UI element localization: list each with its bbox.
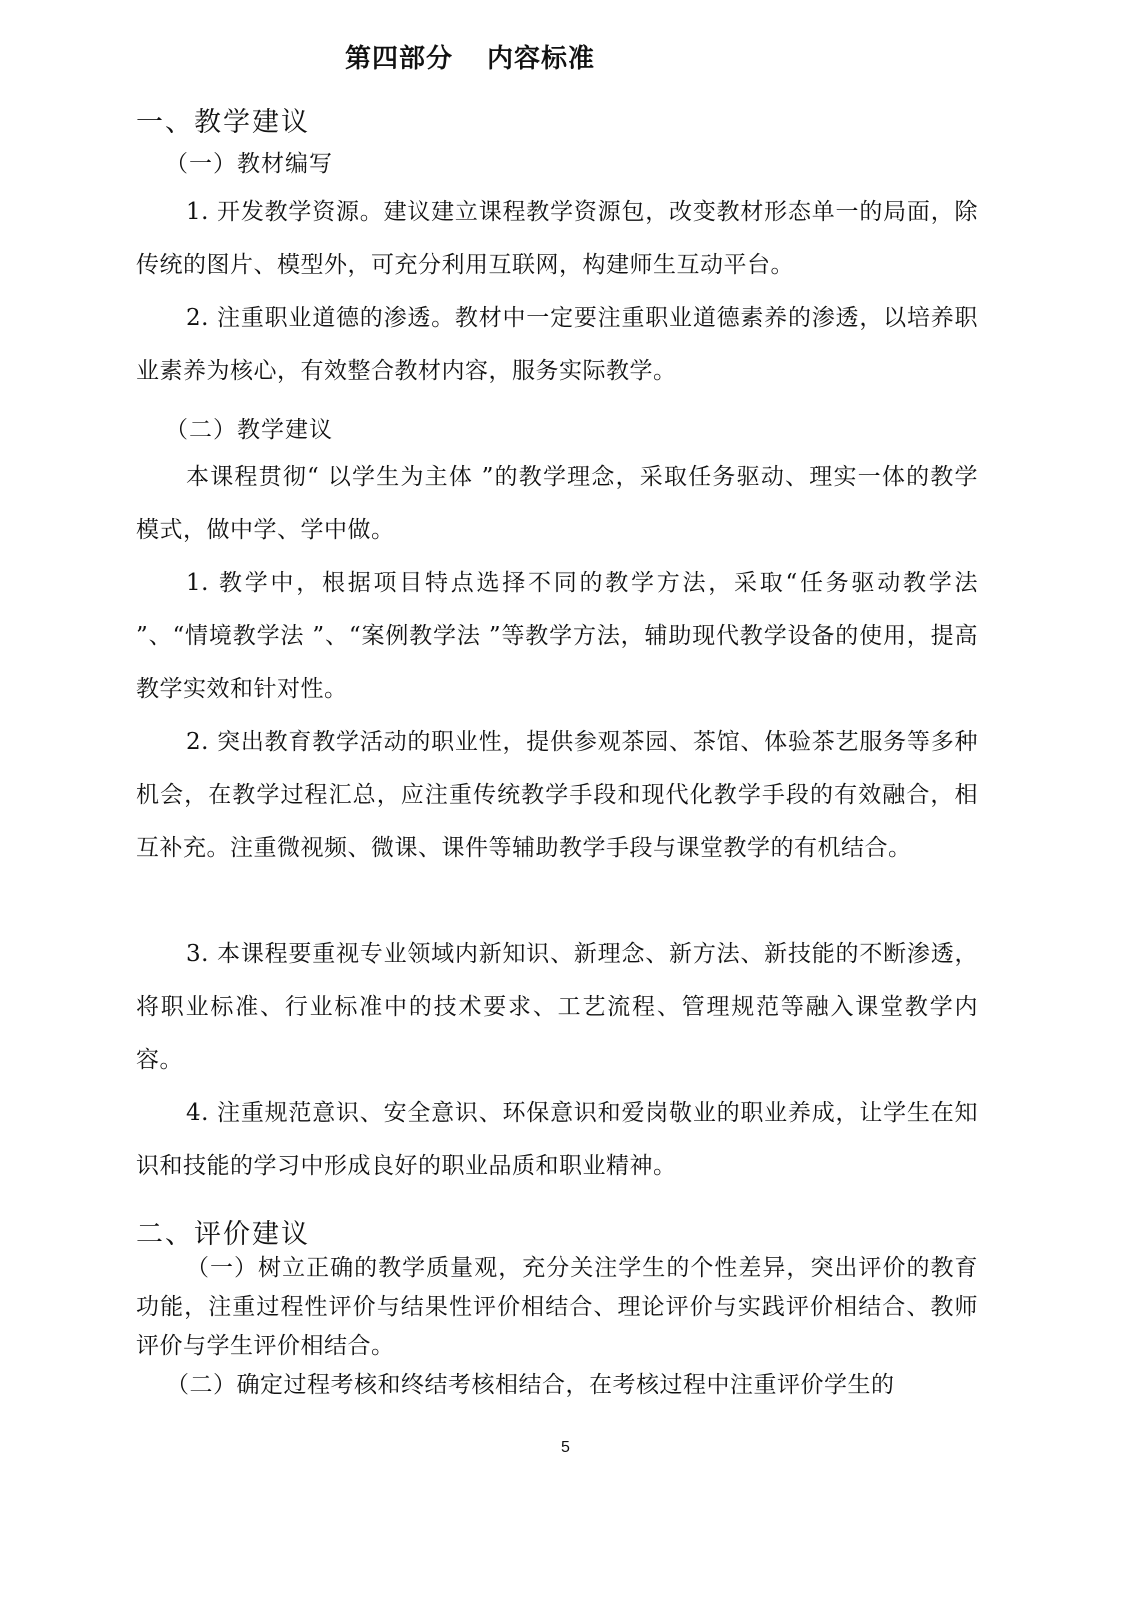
sub-heading-textbook-writing: （一）教材编写 [165, 151, 333, 177]
part-title-number: 第四部分 [345, 44, 454, 74]
paragraph-teaching-resources: 1. 开发教学资源。建议建立课程教学资源包，改变教材形态单一的局面，除传统的图片、模型外，可充分利用互联网，构建师生互动平台。 [136, 199, 978, 278]
paragraph-course-philosophy: 本课程贯彻“ 以学生为主体 ”的教学理念，采取任务驱动、理实一体的教学模式，做中学、学中做。 [136, 464, 978, 543]
section-heading-evaluation-suggestions: 二、评价建议 [136, 1219, 310, 1250]
paragraph-professional-awareness: 4. 注重规范意识、安全意识、环保意识和爱岗敬业的职业养成，让学生在知识和技能的学习中形成良好的职业品质和职业精神。 [136, 1100, 978, 1179]
part-title [345, 38, 595, 75]
paragraph-professional-ethics: 2. 注重职业道德的渗透。教材中一定要注重职业道德素养的渗透，以培养职业素养为核心，有效整合教材内容，服务实际教学。 [136, 305, 978, 384]
paragraph-evaluation-quality: （一）树立正确的教学质量观，充分关注学生的个性差异，突出评价的教育功能，注重过程性评价与结果性评价相结合、理论评价与实践评价相结合、教师评价与学生评价相结合。 [136, 1255, 978, 1359]
section-heading-teaching-suggestions: 一、教学建议 [136, 107, 310, 138]
page-number: 5 [561, 1439, 570, 1456]
paragraph-teaching-methods: 1. 教学中，根据项目特点选择不同的教学方法，采取“任务驱动教学法 ”、“情境教学法 ”、“案例教学法 ”等教学方法，辅助现代教学设备的使用，提高教学实效和针对性。 [136, 570, 978, 702]
paragraph-new-knowledge: 3. 本课程要重视专业领域内新知识、新理念、新方法、新技能的不断渗透，将职业标准、行业标准中的技术要求、工艺流程、管理规范等融入课堂教学内容。 [136, 941, 978, 1073]
paragraph-vocational-activities: 2. 突出教育教学活动的职业性，提供参观茶园、茶馆、体验茶艺服务等多种机会，在教学过程汇总，应注重传统教学手段和现代化教学手段的有效融合，相互补充。注重微视频、微课、课件等辅助教学手段与课堂教学的有机结合。 [136, 729, 978, 861]
sub-heading-teaching-suggestions: （二）教学建议 [165, 417, 333, 443]
part-title-text: 内容标准 [487, 44, 596, 74]
paragraph-process-assessment: （二）确定过程考核和终结考核相结合，在考核过程中注重评价学生的 [166, 1372, 895, 1398]
